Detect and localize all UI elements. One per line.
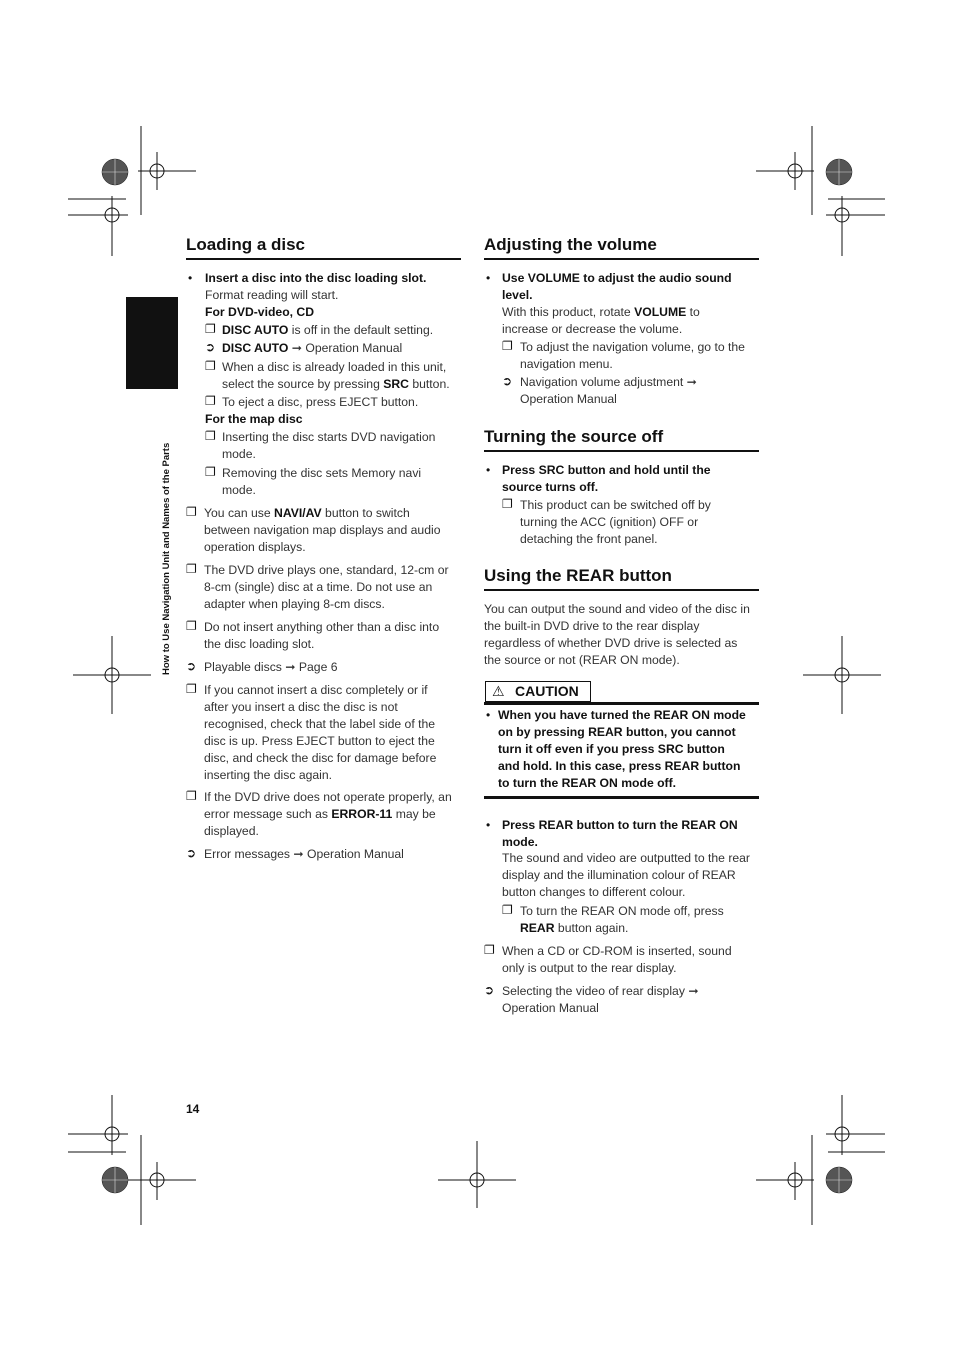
heading-turning-source-off: Turning the source off <box>484 427 759 452</box>
rear-note1: To turn the REAR ON mode off, press REAR button again. <box>520 904 724 935</box>
section-tab <box>126 297 178 389</box>
page-number: 14 <box>186 1102 200 1116</box>
rear-note2: When a CD or CD-ROM is inserted, sound only is output to the rear display. <box>502 944 732 975</box>
box-icon: ❐ <box>205 465 216 479</box>
caution-rule <box>484 702 759 705</box>
heading-adjusting-volume: Adjusting the volume <box>484 235 759 260</box>
rear-body: The sound and video are outputted to the rear display and the illumination colour of REAR button changes to different colour. <box>502 851 750 899</box>
box-icon: ❐ <box>186 562 197 576</box>
bullet-icon: • <box>188 271 193 285</box>
right-arrow-icon: ➞ <box>686 375 697 389</box>
map-note1: Inserting the disc starts DVD navigation mode. <box>222 430 436 461</box>
off-note: This product can be switched off by turning the ACC (ignition) OFF or detaching the front panel. <box>520 498 711 546</box>
warning-icon: ⚠ <box>492 683 505 699</box>
arrow-icon: ➲ <box>484 983 495 997</box>
vol-step: Use VOLUME to adjust the audio sound level. <box>502 271 732 302</box>
right-arrow-icon: ➞ <box>291 341 302 355</box>
side-label: How to Use Navigation Unit and Names of the Parts <box>161 442 172 675</box>
box-icon: ❐ <box>186 789 197 803</box>
vol-ref: Navigation volume adjustment ➞ Operation Manual <box>520 375 697 406</box>
box-icon: ❐ <box>502 903 513 917</box>
caution-rule <box>484 796 759 799</box>
box-icon: ❐ <box>186 505 197 519</box>
map-note2: Removing the disc sets Memory navi mode. <box>222 466 422 497</box>
rear-intro: You can output the sound and video of the disc in the built-in DVD drive to the rear display regardless of whether DVD drive is selected as the source or not (REAR ON mode). <box>484 602 750 667</box>
arrow-icon: ➲ <box>186 659 197 673</box>
box-icon: ❐ <box>502 497 513 511</box>
note-error: If the DVD drive does not operate properly, an error message such as ERROR-11 may be displayed. <box>204 790 452 838</box>
right-arrow-icon: ➞ <box>285 660 296 674</box>
caution-box <box>485 681 591 702</box>
dvd-label: For DVD-video, CD <box>205 305 315 319</box>
off-step: Press SRC button and hold until the source turns off. <box>502 463 711 494</box>
heading-loading-disc: Loading a disc <box>186 235 461 260</box>
bullet-icon: • <box>486 708 491 722</box>
caution-label: CAUTION <box>515 683 579 699</box>
arrow-icon: ➲ <box>205 340 216 354</box>
box-icon: ❐ <box>205 429 216 443</box>
box-icon: ❐ <box>186 619 197 633</box>
arrow-icon: ➲ <box>186 846 197 860</box>
note-navi-av: You can use NAVI/AV button to switch between navigation map displays and audio operation displays. <box>204 506 441 554</box>
right-arrow-icon: ➞ <box>293 847 304 861</box>
caution-text: When you have turned the REAR ON mode on by pressing REAR button, you cannot turn it off even if you press SRC button and hold. In this case, press REAR button to turn the REAR ON mode off. <box>498 708 746 790</box>
rear-step: Press REAR button to turn the REAR ON mode. <box>502 818 738 849</box>
bullet-icon: • <box>486 463 491 477</box>
box-icon: ❐ <box>205 359 216 373</box>
box-icon: ❐ <box>205 394 216 408</box>
arrow-icon: ➲ <box>502 374 513 388</box>
ref-playable-discs: Playable discs ➞ Page 6 <box>204 660 338 674</box>
box-icon: ❐ <box>502 339 513 353</box>
dvd-ref: DISC AUTO ➞ Operation Manual <box>222 341 403 355</box>
step-body: Format reading will start. <box>205 288 339 302</box>
box-icon: ❐ <box>186 682 197 696</box>
dvd-note1: DISC AUTO is off in the default setting. <box>222 323 434 337</box>
right-arrow-icon: ➞ <box>688 984 699 998</box>
rear-ref: Selecting the video of rear display ➞ Operation Manual <box>502 984 699 1015</box>
box-icon: ❐ <box>484 943 495 957</box>
bullet-icon: • <box>486 271 491 285</box>
vol-body: With this product, rotate VOLUME to increase or decrease the volume. <box>502 305 700 336</box>
ref-error-messages: Error messages ➞ Operation Manual <box>204 847 404 861</box>
box-icon: ❐ <box>205 322 216 336</box>
note-insert: Do not insert anything other than a disc into the disc loading slot. <box>204 620 440 651</box>
dvd-note3: To eject a disc, press EJECT button. <box>222 395 419 409</box>
heading-using-rear-button: Using the REAR button <box>484 566 759 591</box>
step-title: Insert a disc into the disc loading slot. <box>205 271 427 285</box>
note-cannot-insert: If you cannot insert a disc completely or if after you insert a disc the disc is not recognised, check that the label side of the disc is up. Press EJECT button to eject the disc, and check the disc for damage before inserting the disc again. <box>204 683 437 782</box>
dvd-note2: When a disc is already loaded in this unit, select the source by pressing SRC button. <box>222 360 450 391</box>
vol-note: To adjust the navigation volume, go to the navigation menu. <box>520 340 745 371</box>
bullet-icon: • <box>486 818 491 832</box>
map-label: For the map disc <box>205 412 303 426</box>
note-disc-size: The DVD drive plays one, standard, 12-cm or 8-cm (single) disc at a time. Do not use an adapter when playing 8-cm discs. <box>204 563 449 611</box>
